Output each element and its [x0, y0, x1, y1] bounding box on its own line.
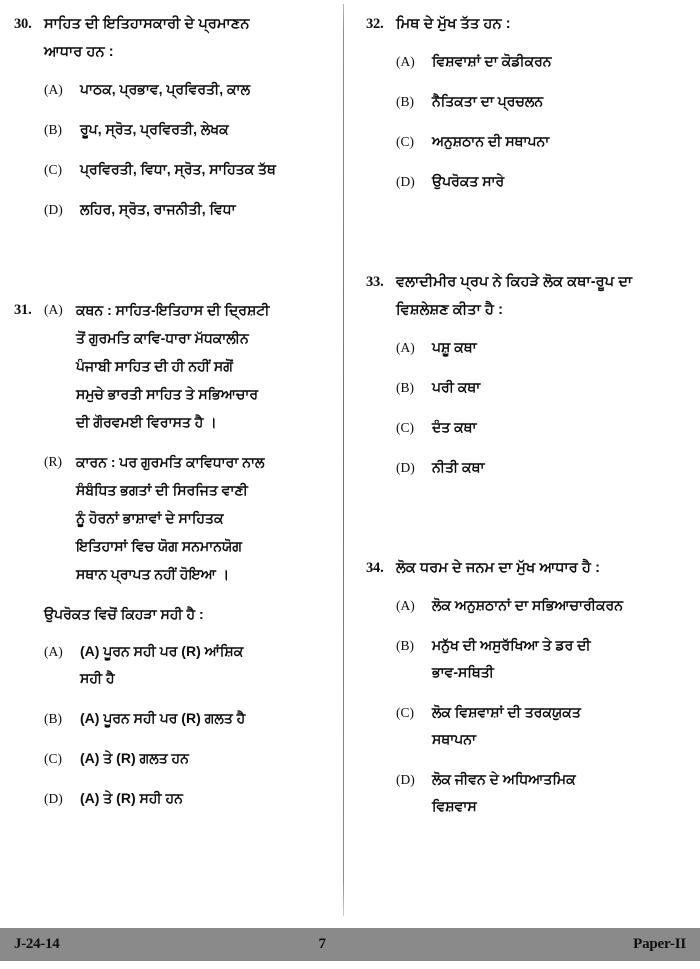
option-text: ਪਾਠਕ, ਪ੍ਰਭਾਵ, ਪ੍ਰਵਿਰਤੀ, ਕਾਲ — [80, 81, 251, 97]
question-32 — [366, 10, 688, 208]
option-text: ਲਹਿਰ, ਸ੍ਰੋਤ, ਰਾਜਨੀਤੀ, ਵਿਧਾ — [80, 201, 236, 217]
answer-prompt: ਉਪਰੋਕਤ ਵਿਚੋਂ ਕਿਹੜਾ ਸਹੀ ਹੈ : — [44, 606, 204, 622]
footer-paper-code: J-24-14 — [14, 936, 60, 952]
option-b[interactable] — [396, 632, 688, 686]
footer-page-number: 7 — [318, 936, 327, 952]
option-a[interactable] — [44, 76, 330, 103]
question-30 — [14, 10, 330, 236]
option-a[interactable] — [44, 638, 330, 692]
option-label: (B) — [44, 122, 62, 137]
reason-line: ਸੰਬੰਧਿਤ ਭਗਤਾਂ ਦੀ ਸਿਰਜਿਤ ਵਾਣੀ — [76, 482, 248, 498]
question-gap — [366, 498, 688, 554]
question-33 — [366, 268, 688, 494]
question-stem — [396, 268, 688, 324]
option-label: (B) — [396, 380, 414, 395]
question-number: 31. — [14, 302, 32, 318]
question-gap — [14, 240, 330, 296]
option-text: (A) ਪੂਰਨ ਸਹੀ ਪਰ (R) ਗਲਤ ਹੈ — [80, 710, 246, 726]
assertion-line: ਤੋਂ ਗੁਰਮਤਿ ਕਾਵਿ-ਧਾਰਾ ਮੱਧਕਾਲੀਨ — [76, 330, 249, 346]
option-text: ਪਸ਼ੂ ਕਥਾ — [432, 339, 477, 355]
reason-line: ਨੂੰ ਹੋਰਨਾਂ ਭਾਸ਼ਾਵਾਂ ਦੇ ਸਾਹਿਤਕ — [76, 510, 224, 526]
option-label: (C) — [44, 751, 62, 766]
stem-line: ਸਾਹਿਤ ਦੀ ਇਤਿਹਾਸਕਾਰੀ ਦੇ ਪ੍ਰਮਾਣਨ — [44, 16, 250, 32]
option-text: ਉਪਰੋਕਤ ਸਾਰੇ — [432, 173, 505, 189]
assertion-line: ਸਮੁਚੇ ਭਾਰਤੀ ਸਾਹਿਤ ਤੇ ਸਭਿਆਚਾਰ — [76, 386, 259, 402]
option-label: (A) — [396, 54, 415, 69]
option-text: ਲੋਕ ਜੀਵਨ ਦੇ ਅਧਿਆਤਮਿਕ ਵਿਸ਼ਵਾਸ — [432, 771, 576, 814]
option-d[interactable] — [396, 454, 688, 481]
reason-tag: (R) — [44, 454, 62, 469]
option-b[interactable] — [44, 116, 330, 143]
reason-line: ਸਥਾਨ ਪ੍ਰਾਪਤ ਨਹੀਂ ਹੋਇਆ । — [76, 566, 230, 582]
question-stem — [396, 554, 688, 582]
reason-line: ਕਾਰਨ : ਪਰ ਗੁਰਮਤਿ ਕਾਵਿਧਾਰਾ ਨਾਲ — [76, 454, 265, 470]
option-c[interactable] — [396, 128, 688, 155]
option-label: (C) — [396, 134, 414, 149]
stem-line: ਮਿਥ ਦੇ ਮੁੱਖ ਤੱਤ ਹਨ : — [396, 16, 511, 32]
question-number: 34. — [366, 560, 384, 576]
option-label: (B) — [44, 711, 62, 726]
option-a[interactable] — [396, 48, 688, 75]
question-number: 32. — [366, 16, 384, 32]
option-c[interactable] — [44, 156, 330, 183]
assertion-text — [76, 296, 330, 436]
reason-text — [76, 448, 330, 588]
left-column — [0, 0, 344, 926]
reason-block — [44, 448, 330, 588]
option-a[interactable] — [396, 592, 688, 619]
option-c[interactable] — [396, 414, 688, 441]
option-text: ਮਨੁੱਖ ਦੀ ਅਸੁਰੱਖਿਆ ਤੇ ਡਰ ਦੀ ਭਾਵ-ਸਥਿਤੀ — [432, 637, 591, 680]
question-31 — [14, 296, 330, 825]
option-label: (A) — [44, 644, 63, 659]
option-text: (A) ਤੇ (R) ਗਲਤ ਹਨ — [80, 750, 189, 766]
option-label: (C) — [396, 705, 414, 720]
option-label: (D) — [396, 174, 415, 189]
stem-line: ਆਧਾਰ ਹਨ : — [44, 44, 114, 60]
option-label: (A) — [44, 82, 63, 97]
option-text: ਪਰੀ ਕਥਾ — [432, 379, 481, 395]
option-label: (A) — [396, 340, 415, 355]
option-b[interactable] — [44, 705, 330, 732]
option-text: ਪ੍ਰਵਿਰਤੀ, ਵਿਧਾ, ਸ੍ਰੋਤ, ਸਾਹਿਤਕ ਤੱਥ — [80, 161, 276, 177]
option-a[interactable] — [396, 334, 688, 361]
question-number: 30. — [14, 16, 32, 32]
option-d[interactable] — [44, 785, 330, 812]
question-body — [44, 296, 330, 825]
option-label: (B) — [396, 94, 414, 109]
option-text: (A) ਤੇ (R) ਸਹੀ ਹਨ — [80, 790, 183, 806]
option-label: (A) — [396, 598, 415, 613]
stem-line: ਵਿਸ਼ਲੇਸ਼ਣ ਕੀਤਾ ਹੈ : — [396, 302, 503, 318]
option-d[interactable] — [396, 766, 688, 820]
option-b[interactable] — [396, 374, 688, 401]
option-label: (D) — [44, 791, 63, 806]
option-text: ਅਨੁਸ਼ਠਾਨ ਦੀ ਸਥਾਪਨਾ — [432, 133, 550, 149]
question-number: 33. — [366, 274, 384, 290]
question-body — [396, 268, 688, 494]
question-34 — [366, 554, 688, 833]
option-b[interactable] — [396, 88, 688, 115]
question-stem — [396, 10, 688, 38]
question-body — [44, 10, 330, 236]
question-gap — [366, 212, 688, 268]
option-text: ਵਿਸ਼ਵਾਸ਼ਾਂ ਦਾ ਕੋਡੀਕਰਨ — [432, 53, 552, 69]
option-label: (B) — [396, 638, 414, 653]
question-stem — [44, 10, 330, 66]
option-label: (D) — [44, 202, 63, 217]
option-c[interactable] — [396, 699, 688, 753]
option-text: ਨੀਤੀ ਕਥਾ — [432, 459, 485, 475]
option-text: ਲੋਕ ਅਨੁਸ਼ਠਾਨਾਂ ਦਾ ਸਭਿਆਚਾਰੀਕਰਨ — [432, 597, 623, 613]
right-column — [344, 0, 700, 926]
option-text: ਨੈਤਿਕਤਾ ਦਾ ਪ੍ਰਚਲਨ — [432, 93, 544, 109]
assertion-block — [44, 296, 330, 436]
option-text: ਦੰਤ ਕਥਾ — [432, 419, 477, 435]
option-d[interactable] — [44, 196, 330, 223]
assertion-line: ਪੰਜਾਬੀ ਸਾਹਿਤ ਦੀ ਹੀ ਨਹੀਂ ਸਗੋਂ — [76, 358, 233, 374]
option-text: ਰੂਪ, ਸ੍ਰੋਤ, ਪ੍ਰਵਿਰਤੀ, ਲੇਖਕ — [80, 121, 229, 137]
reason-line: ਇਤਿਹਾਸਾਂ ਵਿਚ ਯੋਗ ਸਨਮਾਨਯੋਗ — [76, 538, 242, 554]
option-label: (C) — [396, 420, 414, 435]
question-body — [396, 10, 688, 208]
option-label: (C) — [44, 162, 62, 177]
option-c[interactable] — [44, 745, 330, 772]
page-footer — [0, 928, 700, 961]
assertion-tag: (A) — [44, 302, 63, 317]
option-label: (D) — [396, 460, 415, 475]
option-text: ਲੋਕ ਵਿਸ਼ਵਾਸ਼ਾਂ ਦੀ ਤਰਕਯੁਕਤ ਸਥਾਪਨਾ — [432, 704, 581, 747]
footer-paper-label: Paper-II — [633, 936, 686, 952]
assertion-line: ਕਥਨ : ਸਾਹਿਤ-ਇਤਿਹਾਸ ਦੀ ਦ੍ਰਿਸ਼ਟੀ — [76, 302, 270, 318]
options-list — [396, 592, 688, 820]
option-text: (A) ਪੂਰਨ ਸਹੀ ਪਰ (R) ਆਂਸ਼ਿਕ ਸਹੀ ਹੈ — [80, 643, 244, 686]
options-list — [396, 334, 688, 481]
option-label: (D) — [396, 772, 415, 787]
option-d[interactable] — [396, 168, 688, 195]
options-list — [44, 76, 330, 223]
assertion-line: ਦੀ ਗੌਰਵਮਈ ਵਿਰਾਸਤ ਹੈ । — [76, 414, 217, 430]
stem-line: ਲੋਕ ਧਰਮ ਦੇ ਜਨਮ ਦਾ ਮੁੱਖ ਆਧਾਰ ਹੈ : — [396, 560, 601, 576]
question-body — [396, 554, 688, 833]
options-list — [396, 48, 688, 195]
stem-line: ਵਲਾਦੀਮੀਰ ਪ੍ਰਪ ਨੇ ਕਿਹੜੇ ਲੋਕ ਕਥਾ-ਰੂਪ ਦਾ — [396, 274, 633, 290]
options-list — [44, 638, 330, 812]
